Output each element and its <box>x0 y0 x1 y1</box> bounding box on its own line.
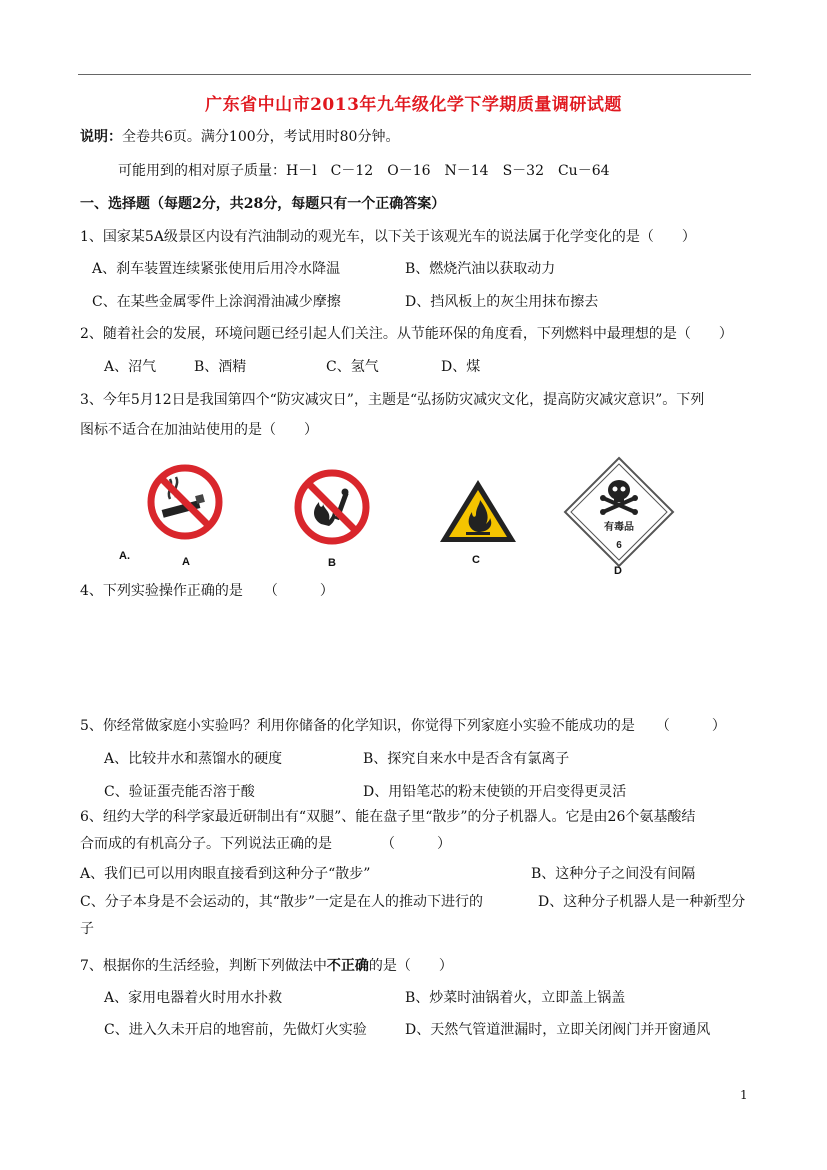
intro-text: 全卷共6页。满分100分，考试用时80分钟。 <box>122 129 400 145</box>
q2-stem: 2、随着社会的发展，环境问题已经引起人们关注。从节能环保的角度看，下列燃料中最理想的是（ ） <box>80 326 733 342</box>
atomic-masses: 可能用到的相对原子质量：H－l C－12 O－16 N－14 S－32 Cu－64 <box>118 163 610 179</box>
no-open-flame-icon <box>293 468 371 546</box>
q3-stem-line1: 3、今年5月12日是我国第四个“防灾减灾日”，主题是“弘扬防灾减灾文化，提高防灾减灾意识”。下列 <box>80 392 705 408</box>
q7-option-c: C、进入久未开启的地窖前，先做灯火实验 <box>104 1022 367 1038</box>
q5-stem: 5、你经常做家庭小实验吗？利用你储备的化学知识，你觉得下列家庭小实验不能成功的是 （ ） <box>80 718 726 734</box>
page-title: 广东省中山市2013年九年级化学下学期质量调研试题 <box>205 95 622 115</box>
q2-option-b: B、酒精 <box>194 359 247 375</box>
sign-b-label: B <box>328 557 336 569</box>
q7-option-a: A、家用电器着火时用水扑救 <box>104 990 283 1006</box>
q1-option-a: A、刹车装置连续紧张使用后用冷水降温 <box>92 261 341 277</box>
header-rule <box>78 74 751 75</box>
toxic-substance-icon <box>563 456 675 568</box>
q7-stem-end: 的是（ ） <box>368 958 453 974</box>
q3-stem-line2: 图标不适合在加油站使用的是（ ） <box>80 422 318 438</box>
toxic-label-text: 有毒品 <box>604 522 634 533</box>
q6-stem-line1: 6、纽约大学的科学家最近研制出有“双腿”、能在盘子里“散步”的分子机器人。它是由26个氨基酸结 <box>80 809 696 825</box>
q7-stem <box>80 956 453 976</box>
flammable-warning-icon <box>436 476 520 546</box>
intro-line <box>80 127 399 147</box>
q1-option-c: C、在某些金属零件上涂润滑油减少摩擦 <box>92 294 341 310</box>
q4-stem: 4、下列实验操作正确的是 （ ） <box>80 583 334 599</box>
q7-option-d: D、天然气管道泄漏时，立即关闭阀门并开窗通风 <box>405 1022 711 1038</box>
q7-stem-emphasis: 不正确 <box>326 958 369 974</box>
sign-c-label: C <box>472 554 480 566</box>
q2-option-c: C、氢气 <box>326 359 379 375</box>
q2-option-a: A、沼气 <box>104 359 157 375</box>
q5-option-b: B、探究自来水中是否含有氯离子 <box>363 751 570 767</box>
q5-option-c: C、验证蛋壳能否溶于酸 <box>104 784 255 800</box>
q7-option-b: B、炒菜时油锅着火，立即盖上锅盖 <box>405 990 626 1006</box>
q6-option-d-continued: 子 <box>80 921 94 937</box>
q1-option-b: B、燃烧汽油以获取动力 <box>405 261 556 277</box>
toxic-class-number: 6 <box>616 540 622 551</box>
sign-a-label: A <box>182 556 190 568</box>
q6-option-d: D、这种分子机器人是一种新型分 <box>538 894 746 910</box>
intro-label: 说明： <box>80 129 122 145</box>
q1-stem: 1、国家某5A级景区内设有汽油制动的观光车，以下关于该观光车的说法属于化学变化的是（ ） <box>80 229 696 245</box>
q2-option-d: D、煤 <box>441 359 481 375</box>
q6-option-c: C、分子本身是不会运动的，其“散步”一定是在人的推动下进行的 <box>80 894 484 910</box>
q6-option-a: A、我们已可以用肉眼直接看到这种分子“散步” <box>80 866 371 882</box>
q7-stem-start: 7、根据你的生活经验，判断下列做法中 <box>80 958 327 974</box>
sign-d-label: D <box>614 565 622 577</box>
no-smoking-icon <box>146 463 224 541</box>
q6-stem-line2: 合而成的有机高分子。下列说法正确的是 （ ） <box>80 836 451 852</box>
page-number: 1 <box>740 1088 748 1102</box>
section-heading: 一、选择题（每题2分，共28分，每题只有一个正确答案） <box>80 196 446 212</box>
q6-option-b: B、这种分子之间没有间隔 <box>531 866 696 882</box>
q5-option-a: A、比较井水和蒸馏水的硬度 <box>104 751 283 767</box>
sign-prefix-label: A. <box>119 550 130 562</box>
q1-option-d: D、挡风板上的灰尘用抹布擦去 <box>405 294 599 310</box>
q5-option-d: D、用铅笔芯的粉末使锁的开启变得更灵活 <box>363 784 627 800</box>
